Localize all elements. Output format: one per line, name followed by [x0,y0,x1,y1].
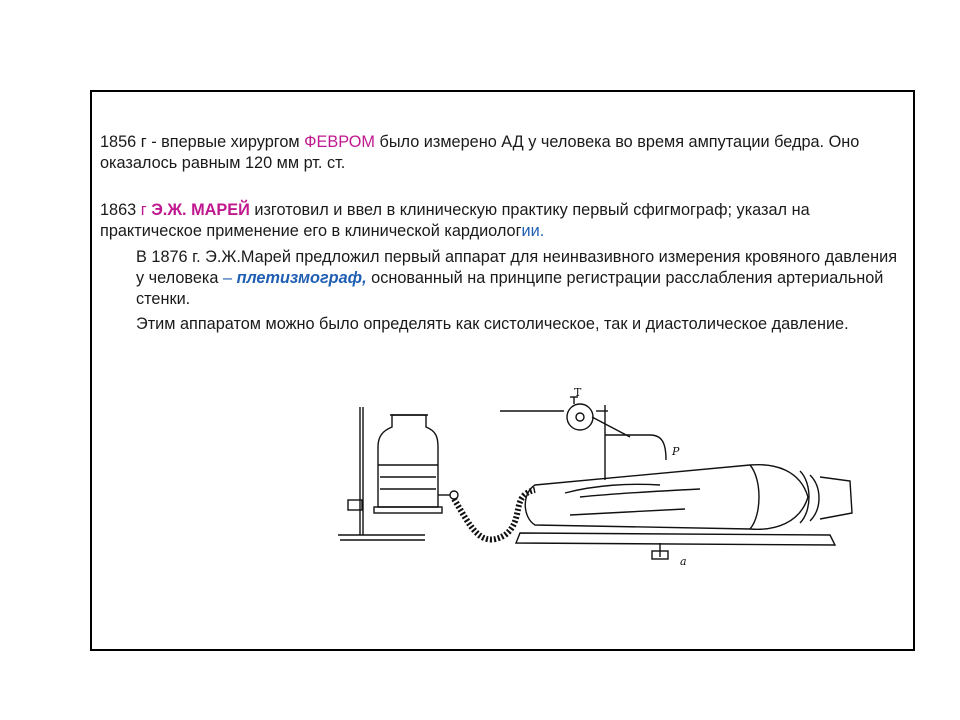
name-fevr: ФЕВРОМ [304,133,375,151]
term-plethysmograph: плетизмограф, [236,269,367,287]
plethysmograph-illustration [330,385,860,575]
label-a: a [680,555,687,568]
paragraph-fevr: 1856 г - впервые хирургом ФЕВРОМ было измерено АД у человека во время ампутации бедра. Оно оказалось равным 120 мм рт. ст. [100,133,860,172]
label-p: P [672,445,680,458]
paragraph-plethysmograph: В 1876 г. Э.Ж.Марей предложил первый аппарат для неинвазивного измерения кровяного давления у человека – плетизмограф, основанный на принципе регистрации расслабления артериальной стенки. [136,248,898,308]
paragraph-systolic-diastolic: Этим аппаратом можно было определять как систолическое, так и диастолическое давление. [136,315,849,333]
paragraph-marey: 1863 г Э.Ж. МАРЕЙ изготовил и ввел в клиническую практику первый сфигмограф; указал на практическое применение его в клинической кардиологии. [100,201,810,240]
label-t: T [574,386,582,399]
name-marey: Э.Ж. МАРЕЙ [151,201,250,219]
